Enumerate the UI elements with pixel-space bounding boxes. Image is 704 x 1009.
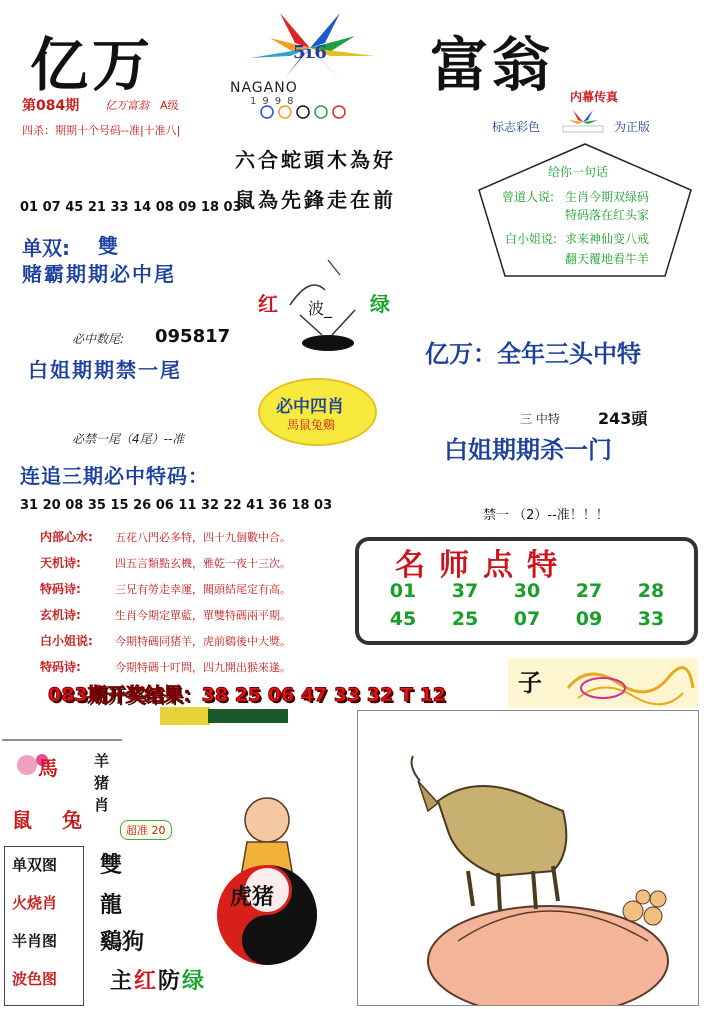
bl-badge: 超准 20 (120, 820, 172, 840)
four-zodiac-value: 馬鼠兔鷄 (287, 418, 336, 432)
issue-brand: 亿万富翁 (105, 99, 149, 112)
master-num: 07 (513, 608, 541, 630)
danshuang-line2: 赌霸期期必中尾 (22, 262, 176, 286)
lianzhui: 连追三期必中特码： (20, 464, 209, 488)
bl-col-label: 半肖图 (12, 932, 58, 950)
bowl-icon (270, 255, 380, 360)
slogan-line2: 鼠為先鋒走在前 (235, 188, 396, 212)
svg-text:5ւ6: 5ւ6 (293, 42, 327, 63)
bl-zhu: 主 (110, 969, 133, 994)
olympic-rings-icon (255, 104, 365, 120)
poem-label-4: 白小姐说: (40, 634, 93, 648)
poem-text-2: 三兄有勞走幸運，聞頭結尾定有高。 (115, 583, 291, 596)
fax-line1-text2: 特码落在红头家 (565, 208, 650, 222)
zodiac-banner (508, 658, 698, 708)
nagano-logo (210, 8, 410, 118)
poem-text-0: 五花八門必多特，四十九個數中合。 (115, 531, 291, 544)
flower-icon (210, 8, 410, 88)
poem-text-5: 今期特碼十叮問，四九開出猴來逢。 (115, 661, 291, 674)
master-num: 30 (513, 580, 541, 602)
logo-year: 1998 (250, 96, 300, 107)
must-tail-value: 095817 (155, 326, 231, 347)
goat-picture (357, 710, 699, 1006)
fax-box-title: 给你一句话 (548, 165, 609, 179)
three-head-line2: 白姐期期杀一门 (444, 436, 612, 464)
issue-label: 第084期 (22, 98, 80, 114)
bl-ma: 馬 (38, 756, 58, 780)
poem-text-4: 今期特碼同猪羊，虎前鷄後中大獎。 (115, 635, 291, 648)
issue-grade: A级 (160, 99, 179, 112)
wave-green: 绿 (370, 292, 390, 316)
numbers-top: 01 07 45 21 33 14 08 09 18 03 (20, 200, 242, 215)
result-line: 083期开奖结果：38 25 06 47 33 32 T 12 (48, 684, 447, 706)
three-head-label: 三 中特 (520, 412, 560, 426)
must-tail-line2: 白姐期期禁一尾 (28, 358, 182, 382)
fax-line2-text2: 翻天覆地看牛羊 (565, 252, 650, 266)
poem-label-0: 内部心水: (40, 530, 93, 544)
slogan-line1: 六合蛇頭木為好 (235, 148, 396, 172)
fax-line1-label: 曾道人说: (502, 190, 555, 204)
master-title: 名师点特 (395, 548, 571, 583)
bl-ji-gou: 鷄狗 (100, 930, 145, 955)
fax-line2-label: 白小姐说: (505, 232, 558, 246)
poem-label-2: 特码诗: (40, 582, 81, 596)
bl-hu-zhu: 虎猪 (230, 885, 275, 910)
fax-line1-text: 生肖今期双绿码 (565, 190, 650, 204)
yinyang-icon (212, 860, 322, 970)
master-num: 25 (451, 608, 479, 630)
title-right: 富翁 (430, 31, 555, 99)
master-num: 01 (389, 580, 417, 602)
fax-line2-text: 求来神仙变八戒 (565, 232, 650, 246)
bl-tu: 兔 (62, 808, 82, 832)
bl-long: 龍 (100, 893, 123, 918)
wave-mid: 波_ (308, 299, 333, 318)
bl-lv: 绿 (182, 969, 205, 994)
fax-title: 内幕传真 (570, 90, 619, 104)
zodiac-banner-text: 子 (518, 669, 542, 697)
bottom-left-collage (2, 720, 352, 1006)
yiwan-line: 亿万：全年三头中特 (425, 340, 641, 368)
poem-label-5: 特码诗: (40, 660, 81, 674)
bl-col-label: 波色图 (12, 970, 58, 988)
danshuang-value: 雙 (98, 234, 118, 258)
master-num: 27 (575, 580, 603, 602)
poem-label-1: 天机诗: (40, 556, 81, 570)
three-head-value: 243頭 (598, 409, 648, 428)
goat-icon (358, 711, 698, 1005)
bl-hong: 红 (134, 969, 157, 994)
wave-red: 红 (258, 292, 278, 316)
poem-text-1: 四五言類點玄機，雅乾一夜十三次。 (115, 557, 291, 570)
numbers-mid: 31 20 08 35 15 26 06 11 32 22 41 36 18 03 (20, 498, 333, 513)
bl-shu: 鼠 (12, 808, 32, 832)
ban-tail: 必禁一尾（4尾）--准 (72, 432, 185, 446)
master-num: 28 (637, 580, 665, 602)
ban-one: 禁一 （2）--准！！！ (483, 508, 609, 523)
fax-brand-right: 为正版 (614, 120, 651, 134)
issue-hint: 四杀：期期十个号码--准|十准八| (22, 124, 181, 137)
fax-brand-left: 标志彩色 (492, 120, 541, 134)
danshuang-label: 单双: (22, 236, 70, 260)
bl-col-label: 火烧肖 (12, 894, 58, 912)
master-num: 09 (575, 608, 603, 630)
must-tail-label: 必中数尾: (72, 332, 125, 346)
bl-fang: 防 (158, 969, 181, 994)
mini-logo-icon (558, 108, 608, 134)
four-zodiac-title: 必中四肖 (276, 397, 344, 417)
master-num: 33 (637, 608, 665, 630)
bl-shuang: 雙 (100, 853, 123, 878)
master-num: 45 (389, 608, 417, 630)
bl-side: 羊猪肖 (94, 752, 110, 814)
master-num: 37 (451, 580, 479, 602)
logo-text: NAGANO (230, 80, 298, 96)
poem-label-3: 玄机诗: (40, 608, 81, 622)
title-left: 亿万 (30, 31, 155, 99)
bl-col-label: 单双图 (12, 856, 58, 874)
poem-text-3: 生肖今期定單藍，單雙特碼兩平期。 (115, 609, 291, 622)
